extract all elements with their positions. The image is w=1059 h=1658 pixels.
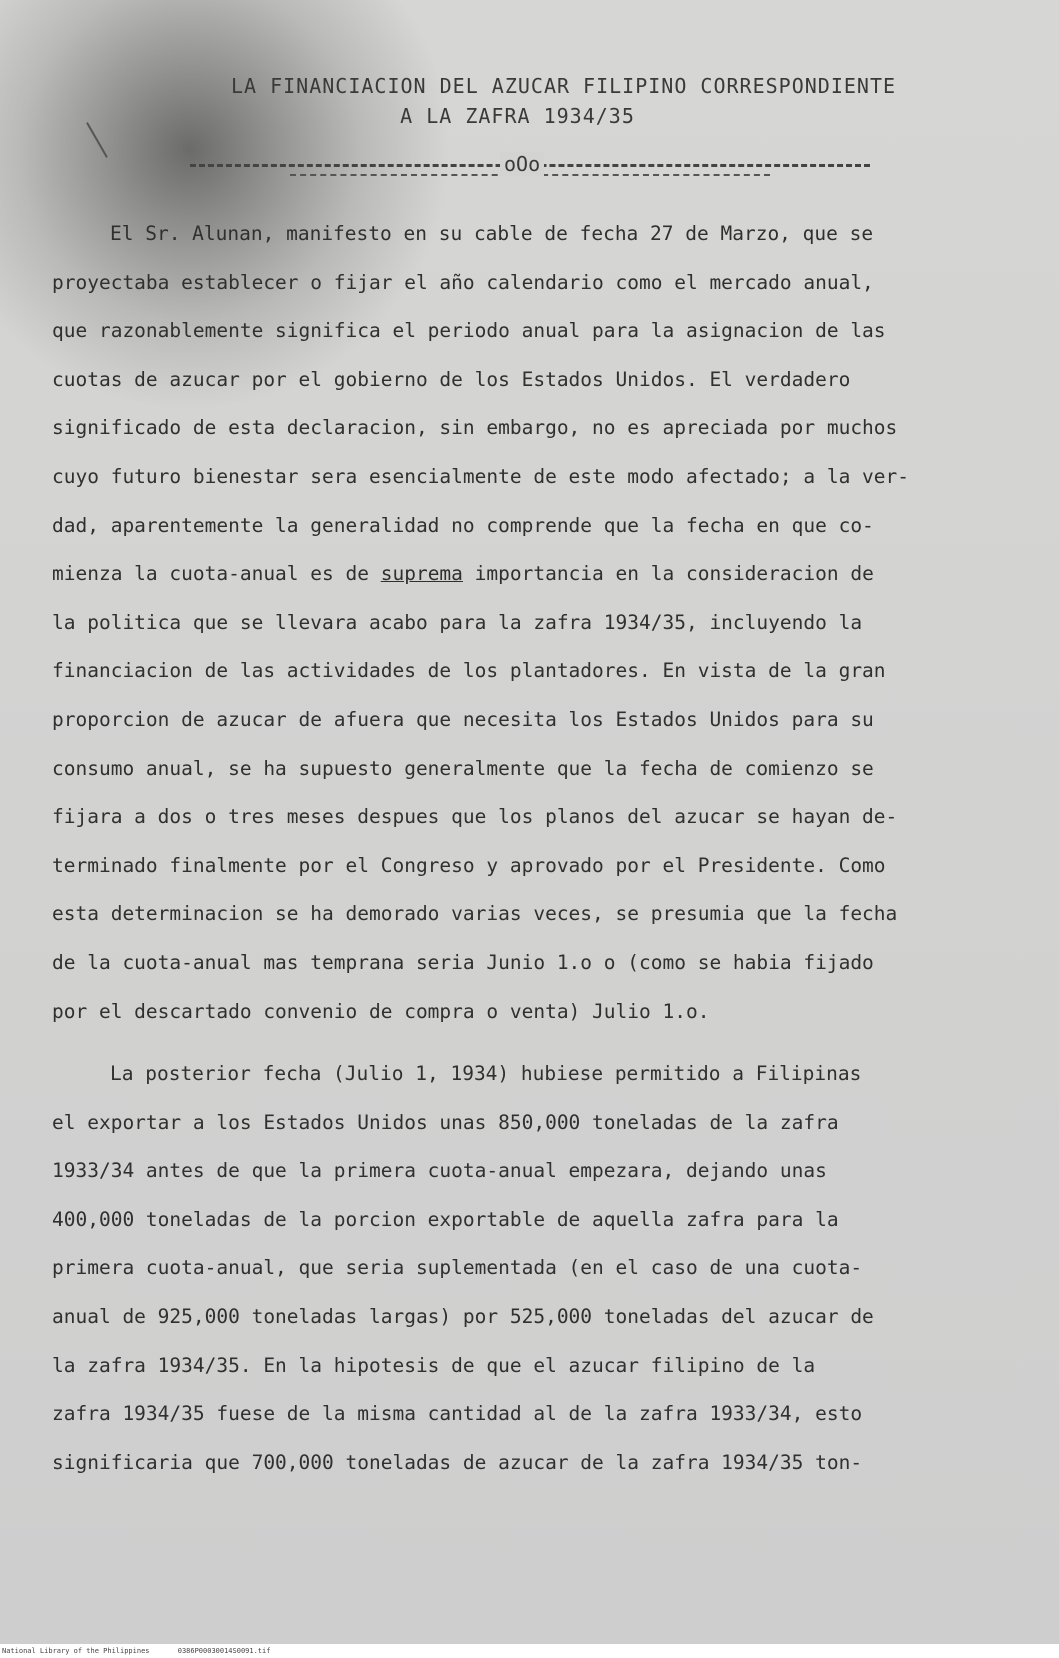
text-line: fijara a dos o tres meses despues que los planos del azucar se hayan de- xyxy=(52,805,898,829)
document-body xyxy=(52,210,1012,1487)
paragraph-1 xyxy=(52,210,1012,1036)
text-line: anual de 925,000 toneladas largas) por 525,000 toneladas del azucar de xyxy=(52,1305,874,1329)
text-line: El Sr. Alunan, manifesto en su cable de fecha 27 de Marzo, que se xyxy=(110,222,874,245)
text-line: 1933/34 antes de que la primera cuota-anual empezara, dejando unas xyxy=(52,1159,827,1183)
text-line: cuyo futuro bienestar sera esencialmente de este modo afectado; a la ver- xyxy=(52,464,910,488)
text-line: primera cuota-anual, que seria suplementada (en el caso de una cuota- xyxy=(52,1256,863,1280)
footer-file: 0386P00030014S0091.tif xyxy=(177,1647,271,1655)
text-fragment: importancia en la consideracion de xyxy=(462,562,874,586)
text-line: zafra 1934/35 fuese de la misma cantidad al de la zafra 1933/34, esto xyxy=(52,1402,863,1426)
text-line: el exportar a los Estados Unidos unas 850,000 toneladas de la zafra xyxy=(52,1110,839,1134)
footer-library: National Library of the Philippines xyxy=(2,1647,150,1655)
text-line: la zafra 1934/35. En la hipotesis de que el azucar filipino de la xyxy=(52,1353,816,1377)
document-title-line-2: A LA ZAFRA 1934/35 xyxy=(400,104,635,128)
paragraph-gap xyxy=(52,1036,1012,1050)
underlined-word: suprema xyxy=(380,562,463,586)
text-line: consumo anual, se ha supuesto generalmente que la fecha de comienzo se xyxy=(52,756,874,780)
text-line: que razonablemente significa el periodo anual para la asignacion de las xyxy=(52,319,886,343)
title-divider xyxy=(190,150,870,180)
text-line: significado de esta declaracion, sin embargo, no es apreciada por muchos xyxy=(52,416,898,440)
document-title-line-1: LA FINANCIACION DEL AZUCAR FILIPINO CORRESPONDIENTE xyxy=(230,74,897,98)
text-line: terminado finalmente por el Congreso y aprovado por el Presidente. Como xyxy=(52,853,886,877)
text-line: por el descartado convenio de compra o venta) Julio 1.o. xyxy=(52,999,710,1023)
divider-ornament: oOo xyxy=(500,152,544,176)
paragraph-2 xyxy=(52,1050,1012,1487)
text-line: proporcion de azucar de afuera que necesita los Estados Unidos para su xyxy=(52,707,874,731)
text-line: de la cuota-anual mas temprana seria Junio 1.o o (como se habia fijado xyxy=(52,950,874,974)
scan-footer xyxy=(0,1644,1059,1658)
text-line: cuotas de azucar por el gobierno de los Estados Unidos. El verdadero xyxy=(52,367,851,391)
text-line: proyectaba establecer o fijar el año calendario como el mercado anual, xyxy=(52,270,874,294)
text-line: la politica que se llevara acabo para la zafra 1934/35, incluyendo la xyxy=(52,610,863,634)
text-line: dad, aparentemente la generalidad no comprende que la fecha en que co- xyxy=(52,513,874,537)
text-line: 400,000 toneladas de la porcion exportable de aquella zafra para la xyxy=(52,1207,839,1231)
text-line: mienza la cuota-anual es de suprema importancia en la consideracion de xyxy=(52,562,874,586)
text-line: significaria que 700,000 toneladas de azucar de la zafra 1934/35 ton- xyxy=(52,1450,863,1474)
text-line: La posterior fecha (Julio 1, 1934) hubiese permitido a Filipinas xyxy=(110,1062,862,1086)
text-line: esta determinacion se ha demorado varias veces, se presumia que la fecha xyxy=(52,902,898,926)
text-line: financiacion de las actividades de los plantadores. En vista de la gran xyxy=(52,659,886,683)
